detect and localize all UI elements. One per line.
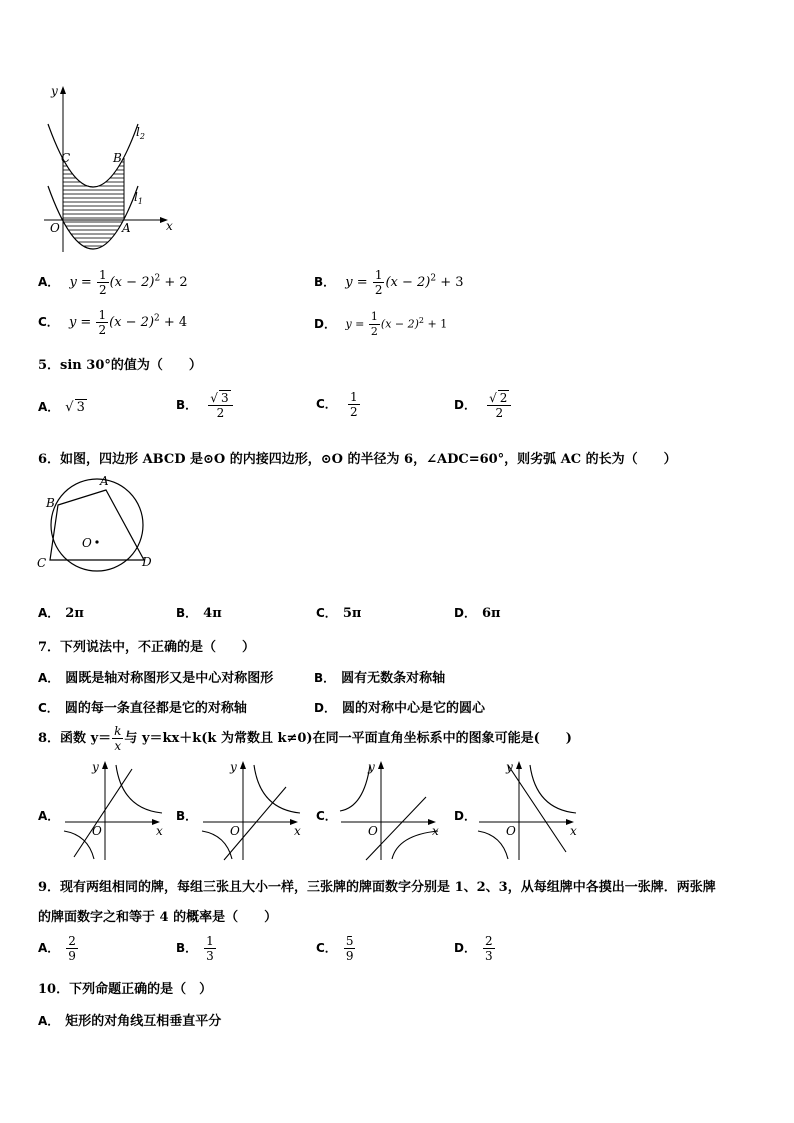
fraction: $\frac{1}{2}$ bbox=[374, 268, 383, 297]
fraction: $\frac{2}{9}$ bbox=[68, 934, 76, 963]
fraction: $\frac{k}{x}$ bbox=[114, 724, 122, 753]
fraction: $\frac{1}{2}$ bbox=[98, 268, 107, 297]
q7-option-c[interactable]: C． 圆的每一条直径都是它的对称轴 bbox=[38, 701, 247, 716]
q8-graph-c[interactable] bbox=[336, 757, 446, 862]
q9-option-b[interactable]: B． $\frac{1}{3}$ bbox=[176, 934, 214, 963]
label-a: A bbox=[100, 474, 109, 488]
q8-graph-d[interactable] bbox=[474, 757, 584, 862]
q4-option-c[interactable]: C． y = $\frac{1}{2}$ $(x - 2)^2 + 4$ bbox=[38, 308, 188, 337]
q9-option-a[interactable]: A． $\frac{2}{9}$ bbox=[38, 934, 76, 963]
q9-stem-line1: 9．现有两组相同的牌，每组三张且大小一样，三张牌的牌面数字分别是 1、2、3，从每组牌中各摸出一张牌．两张牌 bbox=[38, 880, 716, 895]
q4-option-b[interactable]: B． y = $\frac{1}{2}$ $(x - 2)^2 + 3$ bbox=[314, 268, 464, 297]
q8-option-a-label[interactable]: A． bbox=[38, 809, 60, 823]
svg-text:x: x bbox=[156, 824, 163, 838]
q9-stem-line2: 的牌面数字之和等于 4 的概率是（ ） bbox=[38, 910, 278, 925]
circle-quadrilateral-figure bbox=[34, 470, 164, 580]
q5-option-a[interactable]: A． √ 3 bbox=[38, 400, 85, 415]
svg-text:O: O bbox=[230, 824, 240, 838]
point-o-label: O bbox=[50, 221, 60, 235]
svg-text:x: x bbox=[294, 824, 301, 838]
l1-label: $l_1$ bbox=[134, 190, 143, 206]
q9-option-c[interactable]: C． $\frac{5}{9}$ bbox=[316, 934, 354, 963]
fraction: $\frac{2}{3}$ bbox=[484, 934, 493, 963]
fraction: $\frac{1}{2}$ bbox=[98, 308, 107, 337]
q4-option-d[interactable]: D． y = $\frac{1}{2}$ $(x - 2)^2 + 1$ bbox=[314, 310, 448, 338]
q7-option-d[interactable]: D． 圆的对称中心是它的圆心 bbox=[314, 701, 485, 716]
q8-stem: 8．函数 y＝ $\frac{k}{x}$ 与 y＝kx＋k(k 为常数且 k≠0)在同一平面直角坐标系中的图象可能是( ) bbox=[38, 724, 572, 753]
quadrilateral-abcd bbox=[50, 490, 144, 560]
q7-option-a[interactable]: A． 圆既是轴对称图形又是中心对称图形 bbox=[38, 671, 274, 686]
q5-option-d[interactable]: D． $\frac{√ 2}{2}$ bbox=[454, 390, 512, 420]
svg-text:O: O bbox=[506, 824, 516, 838]
q5-stem: 5．sin 30°的值为（ ） bbox=[38, 358, 202, 373]
label-o: O bbox=[82, 536, 92, 550]
q10-stem: 10．下列命题正确的是（ ） bbox=[38, 982, 213, 997]
q9-option-d[interactable]: D． $\frac{2}{3}$ bbox=[454, 934, 493, 963]
point-c-label: C bbox=[61, 151, 71, 165]
q7-option-b[interactable]: B． 圆有无数条对称轴 bbox=[314, 671, 446, 686]
q6-option-b[interactable]: B． 4π bbox=[176, 606, 222, 621]
svg-text:O: O bbox=[368, 824, 378, 838]
fraction: $\frac{1}{2}$ bbox=[370, 310, 378, 338]
point-a-label: A bbox=[122, 221, 131, 235]
x-label: x bbox=[166, 219, 173, 233]
fraction: $\frac{√ 3}{2}$ bbox=[208, 390, 232, 420]
parabola-figure bbox=[36, 80, 186, 260]
fraction: $\frac{1}{3}$ bbox=[206, 934, 214, 963]
q4-option-a[interactable]: A． y = $\frac{1}{2}$ $(x - 2)^2 + 2$ bbox=[38, 268, 188, 297]
svg-text:y: y bbox=[92, 760, 99, 774]
q10-option-a[interactable]: A． 矩形的对角线互相垂直平分 bbox=[38, 1014, 222, 1029]
q6-option-a[interactable]: A． 2π bbox=[38, 606, 84, 621]
fraction: $\frac{√ 2}{2}$ bbox=[487, 390, 511, 420]
label-d: D bbox=[142, 555, 152, 569]
svg-text:y: y bbox=[368, 760, 375, 774]
fraction: $\frac{5}{9}$ bbox=[345, 934, 354, 963]
q8-option-d-label[interactable]: D． bbox=[454, 809, 476, 823]
q7-stem: 7．下列说法中，不正确的是（ ） bbox=[38, 640, 256, 655]
q8-option-c-label[interactable]: C． bbox=[316, 809, 337, 823]
y-label: y bbox=[51, 84, 58, 98]
svg-text:O: O bbox=[92, 824, 102, 838]
svg-text:x: x bbox=[432, 824, 439, 838]
l2-label: $l_2$ bbox=[136, 125, 145, 141]
q5-option-b[interactable]: B． $\frac{√ 3}{2}$ bbox=[176, 390, 234, 420]
svg-text:y: y bbox=[506, 760, 513, 774]
q8-graph-a[interactable] bbox=[60, 757, 170, 862]
label-b: B bbox=[46, 496, 55, 510]
q6-stem: 6．如图，四边形 ABCD 是⊙O 的内接四边形，⊙O 的半径为 6，∠ADC=60°，则劣弧 AC 的长为（ ） bbox=[38, 452, 677, 467]
point-b-label: B bbox=[113, 151, 122, 165]
q6-option-d[interactable]: D． 6π bbox=[454, 606, 501, 621]
svg-text:x: x bbox=[570, 824, 577, 838]
label-c: C bbox=[37, 556, 47, 570]
svg-text:y: y bbox=[230, 760, 237, 774]
center-o-dot bbox=[95, 540, 98, 543]
fraction: $\frac{1}{2}$ bbox=[349, 390, 358, 419]
q8-graph-b[interactable] bbox=[198, 757, 308, 862]
q5-option-c[interactable]: C． $\frac{1}{2}$ bbox=[316, 390, 358, 419]
q6-option-c[interactable]: C． 5π bbox=[316, 606, 362, 621]
q8-option-b-label[interactable]: B． bbox=[176, 809, 198, 823]
